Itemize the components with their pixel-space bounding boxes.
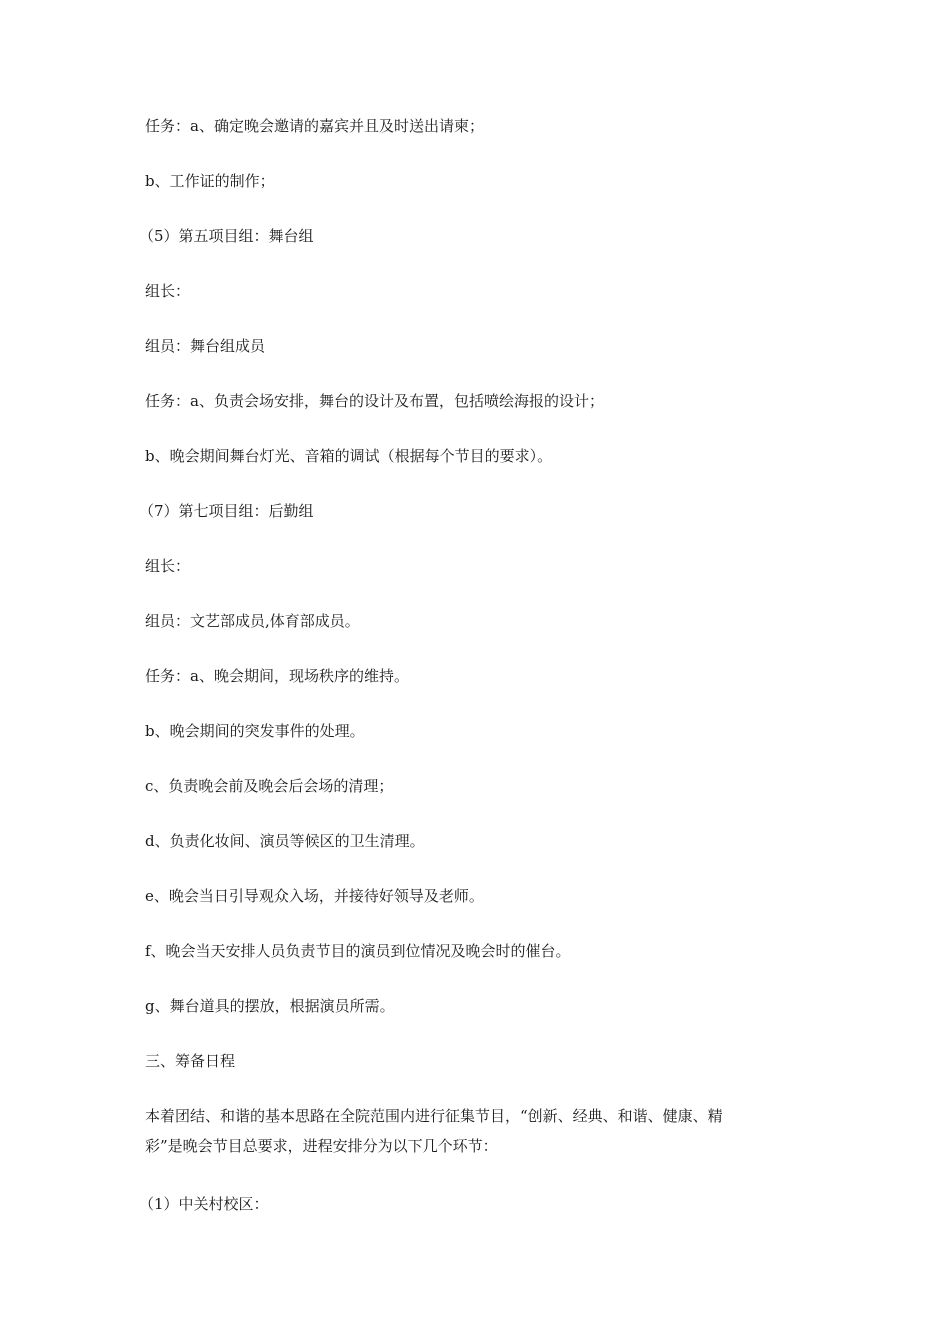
paragraph-line: 彩”是晚会节目总要求，进程安排分为以下几个环节：	[145, 1137, 498, 1155]
text-line: g、舞台道具的摆放，根据演员所需。	[145, 997, 395, 1015]
section-heading: （1）中关村校区：	[139, 1195, 269, 1213]
text-line: e、晚会当日引导观众入场，并接待好领导及老师。	[145, 887, 484, 905]
text-line: 组长：	[145, 282, 191, 300]
text-line: 任务：a、负责会场安排，舞台的设计及布置，包括喷绘海报的设计；	[145, 392, 604, 410]
text-line: 组员：文艺部成员,体育部成员。	[145, 612, 360, 630]
text-line: b、晚会期间的突发事件的处理。	[145, 722, 365, 740]
text-line: f、晚会当天安排人员负责节目的演员到位情况及晚会时的催台。	[145, 942, 571, 960]
text-line: b、晚会期间舞台灯光、音箱的调试（根据每个节目的要求）。	[145, 447, 553, 465]
section-heading: （5）第五项目组：舞台组	[139, 227, 314, 245]
text-line: 任务：a、确定晚会邀请的嘉宾并且及时送出请柬；	[145, 117, 484, 135]
section-heading: 三、筹备日程	[145, 1052, 236, 1070]
text-line: 组员：舞台组成员	[145, 337, 266, 355]
text-line: b、工作证的制作；	[145, 172, 275, 190]
section-heading: （7）第七项目组：后勤组	[139, 502, 314, 520]
body-paragraph	[145, 1101, 810, 1161]
text-line: 组长：	[145, 557, 191, 575]
text-line: d、负责化妆间、演员等候区的卫生清理。	[145, 832, 425, 850]
text-line: c、负责晚会前及晚会后会场的清理；	[145, 777, 394, 795]
text-line: 任务：a、晚会期间，现场秩序的维持。	[145, 667, 409, 685]
paragraph-line: 本着团结、和谐的基本思路在全院范围内进行征集节目，“创新、经典、和谐、健康、精	[145, 1107, 723, 1125]
